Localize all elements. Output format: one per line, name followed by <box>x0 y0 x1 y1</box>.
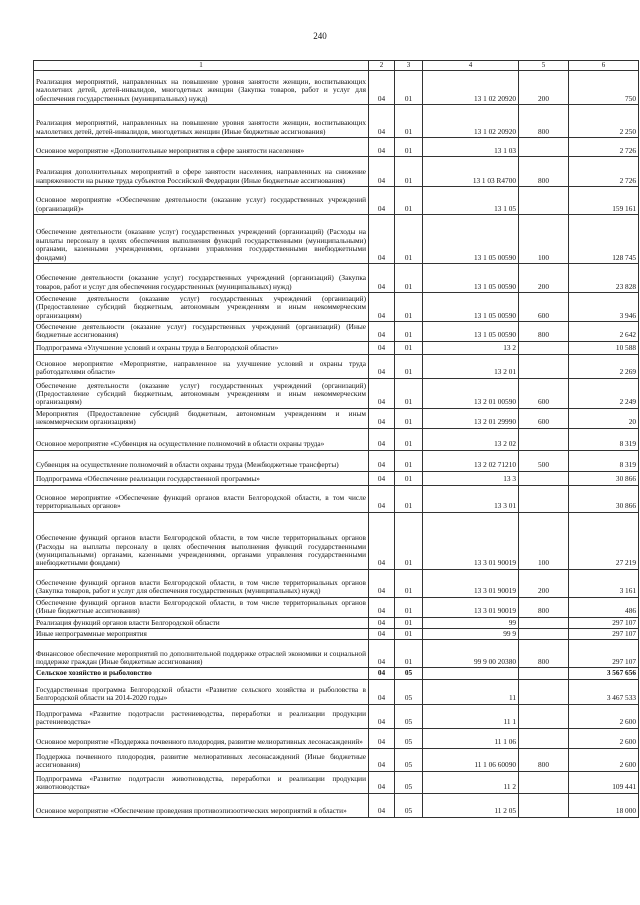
cell-name: Обеспечение функций органов власти Белгородской области, в том числе территориальных органов (Закупка товаров, работ и услуг для обеспечения государственных (муниципальных) нужд) <box>34 569 369 597</box>
cell-name: Основное мероприятие «Поддержка почвенного плодородия, развитие мелиоративных лесонасаждений» <box>34 728 369 748</box>
cell-sum: 2 726 <box>569 138 639 157</box>
cell-vr: 200 <box>519 569 569 597</box>
cell-pr: 01 <box>395 157 423 187</box>
cell-rz: 04 <box>369 264 395 293</box>
cell-csr: 11 1 06 60090 <box>423 748 519 771</box>
cell-vr <box>519 471 569 485</box>
cell-csr: 13 3 <box>423 471 519 485</box>
cell-name: Основное мероприятие «Обеспечение проведения противоэпизоотических мероприятий в области» <box>34 793 369 817</box>
cell-name: Основное мероприятие «Мероприятие, направленное на улучшение условий и охраны труда работодателями области» <box>34 354 369 378</box>
cell-rz: 04 <box>369 771 395 793</box>
cell-pr: 01 <box>395 187 423 215</box>
cell-rz: 04 <box>369 704 395 728</box>
cell-vr <box>519 341 569 354</box>
cell-sum: 18 000 <box>569 793 639 817</box>
table-row <box>34 679 639 704</box>
cell-pr: 01 <box>395 293 423 322</box>
cell-pr: 05 <box>395 679 423 704</box>
table-row <box>34 341 639 354</box>
table-body <box>34 61 639 818</box>
cell-csr: 13 1 05 00590 <box>423 215 519 264</box>
cell-name: Реализация функций органов власти Белгородской области <box>34 617 369 628</box>
cell-csr: 13 1 03 <box>423 138 519 157</box>
cell-sum: 3 467 533 <box>569 679 639 704</box>
header-cell: 6 <box>569 61 639 71</box>
cell-sum: 2 269 <box>569 354 639 378</box>
cell-name: Реализация дополнительных мероприятий в сфере занятости населения, направленных на снижение напряженности на рынке труда субъектов Российской Федерации (Иные бюджетные ассигнования) <box>34 157 369 187</box>
cell-csr: 13 3 01 <box>423 485 519 512</box>
table-row <box>34 704 639 728</box>
cell-csr: 13 2 <box>423 341 519 354</box>
cell-name: Государственная программа Белгородской области «Развитие сельского хозяйства и рыболовства в Белгородской области на 2014-2020 годы» <box>34 679 369 704</box>
cell-csr: 13 1 05 <box>423 187 519 215</box>
table-row <box>34 378 639 408</box>
cell-rz: 04 <box>369 450 395 471</box>
cell-sum: 486 <box>569 597 639 617</box>
header-row <box>34 61 639 71</box>
cell-vr <box>519 668 569 679</box>
cell-csr: 13 1 05 00590 <box>423 322 519 342</box>
cell-sum: 8 319 <box>569 428 639 450</box>
cell-rz: 04 <box>369 408 395 428</box>
cell-name: Поддержка почвенного плодородия, развитие мелиоративных лесонасаждений (Иные бюджетные ассигнования) <box>34 748 369 771</box>
cell-rz: 04 <box>369 569 395 597</box>
cell-sum: 20 <box>569 408 639 428</box>
cell-name: Мероприятия (Предоставление субсидий бюджетным, автономным учреждениям и иным некоммерческим организациям) <box>34 408 369 428</box>
cell-sum: 297 107 <box>569 617 639 628</box>
table-row <box>34 408 639 428</box>
table-row <box>34 668 639 679</box>
cell-csr <box>423 668 519 679</box>
table-row <box>34 640 639 668</box>
cell-sum: 27 219 <box>569 512 639 569</box>
table-row <box>34 293 639 322</box>
cell-csr: 99 9 <box>423 629 519 640</box>
cell-rz: 04 <box>369 354 395 378</box>
table-row <box>34 450 639 471</box>
cell-sum: 2 250 <box>569 105 639 138</box>
table-row <box>34 187 639 215</box>
cell-pr: 05 <box>395 668 423 679</box>
cell-name: Обеспечение деятельности (оказание услуг) государственных учреждений (организаций) (Закупка товаров, работ и услуг для обеспечения государственных (муниципальных) нужд) <box>34 264 369 293</box>
cell-name: Обеспечение деятельности (оказание услуг) государственных учреждений (организаций) (Предоставление субсидий бюджетным, автономным учреждениям и иным некоммерческим организациям) <box>34 378 369 408</box>
cell-csr: 11 1 06 <box>423 728 519 748</box>
cell-name: Основное мероприятие «Дополнительные мероприятия в сфере занятости населения» <box>34 138 369 157</box>
cell-vr <box>519 679 569 704</box>
cell-rz: 04 <box>369 728 395 748</box>
cell-vr: 100 <box>519 512 569 569</box>
cell-vr <box>519 728 569 748</box>
cell-sum: 30 866 <box>569 485 639 512</box>
cell-rz: 04 <box>369 187 395 215</box>
cell-pr: 01 <box>395 105 423 138</box>
cell-rz: 04 <box>369 378 395 408</box>
cell-sum: 23 828 <box>569 264 639 293</box>
cell-sum: 297 107 <box>569 629 639 640</box>
cell-rz: 04 <box>369 629 395 640</box>
cell-rz: 04 <box>369 215 395 264</box>
cell-rz: 04 <box>369 293 395 322</box>
cell-csr: 13 2 02 <box>423 428 519 450</box>
cell-rz: 04 <box>369 428 395 450</box>
cell-rz: 04 <box>369 471 395 485</box>
cell-vr <box>519 771 569 793</box>
cell-csr: 13 2 01 00590 <box>423 378 519 408</box>
cell-rz: 04 <box>369 617 395 628</box>
cell-csr: 13 1 03 R4700 <box>423 157 519 187</box>
cell-sum: 2 600 <box>569 704 639 728</box>
cell-pr: 01 <box>395 354 423 378</box>
cell-pr: 05 <box>395 793 423 817</box>
cell-csr: 13 2 01 29990 <box>423 408 519 428</box>
cell-csr: 13 3 01 90019 <box>423 512 519 569</box>
cell-pr: 01 <box>395 450 423 471</box>
cell-csr: 99 9 00 20380 <box>423 640 519 668</box>
cell-name: Реализация мероприятий, направленных на повышение уровня занятости женщин, воспитывающих малолетних детей, детей-инвалидов, многодетных женщин (Закупка товаров, работ и услуг для обеспечения государственных (муниципальных) нужд) <box>34 71 369 105</box>
cell-vr <box>519 428 569 450</box>
cell-vr <box>519 138 569 157</box>
cell-vr <box>519 704 569 728</box>
cell-csr: 13 1 05 00590 <box>423 264 519 293</box>
cell-name: Подпрограмма «Улучшение условий и охраны труда в Белгородской области» <box>34 341 369 354</box>
header-cell: 5 <box>519 61 569 71</box>
cell-vr: 600 <box>519 293 569 322</box>
cell-vr: 800 <box>519 322 569 342</box>
cell-rz: 04 <box>369 341 395 354</box>
table-row <box>34 748 639 771</box>
cell-pr: 01 <box>395 597 423 617</box>
cell-sum: 10 588 <box>569 341 639 354</box>
cell-rz: 04 <box>369 597 395 617</box>
cell-pr: 05 <box>395 704 423 728</box>
cell-pr: 05 <box>395 728 423 748</box>
cell-name: Обеспечение деятельности (оказание услуг) государственных учреждений (организаций) (Иные бюджетные ассигнования) <box>34 322 369 342</box>
cell-vr <box>519 485 569 512</box>
table-row <box>34 597 639 617</box>
cell-sum: 2 600 <box>569 748 639 771</box>
cell-sum: 8 319 <box>569 450 639 471</box>
cell-vr: 800 <box>519 597 569 617</box>
cell-name: Реализация мероприятий, направленных на повышение уровня занятости женщин, воспитывающих малолетних детей, детей-инвалидов, многодетных женщин (Иные бюджетные ассигнования) <box>34 105 369 138</box>
cell-vr: 600 <box>519 378 569 408</box>
cell-name: Основное мероприятие «Обеспечение функций органов власти Белгородской области, в том числе территориальных органов» <box>34 485 369 512</box>
table-row <box>34 629 639 640</box>
cell-rz: 04 <box>369 793 395 817</box>
cell-rz: 04 <box>369 679 395 704</box>
cell-pr: 01 <box>395 341 423 354</box>
cell-name: Обеспечение деятельности (оказание услуг) государственных учреждений (организаций) (Расходы на выплаты персоналу в целях обеспечения выполнения функций государственными (муниципальными) органами, казенными учреждениями, органами управления государственными внебюджетными фондами) <box>34 215 369 264</box>
cell-rz: 04 <box>369 157 395 187</box>
cell-vr: 500 <box>519 450 569 471</box>
cell-name: Основное мероприятие «Субвенция на осуществление полномочий в области охраны труда» <box>34 428 369 450</box>
cell-csr: 13 2 02 71210 <box>423 450 519 471</box>
cell-sum: 297 107 <box>569 640 639 668</box>
cell-pr: 01 <box>395 629 423 640</box>
cell-vr <box>519 617 569 628</box>
table-row <box>34 322 639 342</box>
table-row <box>34 215 639 264</box>
table-row <box>34 728 639 748</box>
cell-name: Финансовое обеспечение мероприятий по дополнительной поддержке отраслей экономики и социальной поддержке граждан (Иные бюджетные ассигнования) <box>34 640 369 668</box>
cell-rz: 04 <box>369 640 395 668</box>
cell-pr: 01 <box>395 569 423 597</box>
table-row <box>34 264 639 293</box>
cell-vr: 100 <box>519 215 569 264</box>
cell-sum: 2 249 <box>569 378 639 408</box>
table-row <box>34 138 639 157</box>
header-cell: 1 <box>34 61 369 71</box>
cell-pr: 01 <box>395 322 423 342</box>
cell-vr: 800 <box>519 157 569 187</box>
cell-pr: 01 <box>395 378 423 408</box>
cell-sum: 3 946 <box>569 293 639 322</box>
cell-csr: 13 3 01 90019 <box>423 597 519 617</box>
cell-rz: 04 <box>369 105 395 138</box>
cell-sum: 2 642 <box>569 322 639 342</box>
cell-pr: 05 <box>395 771 423 793</box>
table-row <box>34 485 639 512</box>
cell-rz: 04 <box>369 748 395 771</box>
cell-sum: 2 726 <box>569 157 639 187</box>
header-cell: 2 <box>369 61 395 71</box>
cell-csr: 11 2 <box>423 771 519 793</box>
table-row <box>34 617 639 628</box>
header-cell: 4 <box>423 61 519 71</box>
cell-vr <box>519 354 569 378</box>
cell-name: Подпрограмма «Развитие подотрасли животноводства, переработки и реализации продукции животноводства» <box>34 771 369 793</box>
cell-name: Подпрограмма «Развитие подотрасли растениеводства, переработки и реализации продукции растениеводства» <box>34 704 369 728</box>
cell-vr: 800 <box>519 748 569 771</box>
cell-rz: 04 <box>369 485 395 512</box>
cell-csr: 13 3 01 90019 <box>423 569 519 597</box>
table-row <box>34 428 639 450</box>
cell-pr: 01 <box>395 485 423 512</box>
table-row <box>34 793 639 817</box>
cell-vr: 200 <box>519 71 569 105</box>
page-number: 240 <box>313 31 327 41</box>
cell-sum: 30 866 <box>569 471 639 485</box>
cell-sum: 3 161 <box>569 569 639 597</box>
cell-vr: 800 <box>519 105 569 138</box>
cell-vr <box>519 793 569 817</box>
cell-name: Обеспечение функций органов власти Белгородской области, в том числе территориальных органов (Иные бюджетные ассигнования) <box>34 597 369 617</box>
cell-csr: 11 <box>423 679 519 704</box>
table-row <box>34 569 639 597</box>
cell-rz: 04 <box>369 512 395 569</box>
cell-vr <box>519 187 569 215</box>
cell-rz: 04 <box>369 668 395 679</box>
cell-sum: 2 600 <box>569 728 639 748</box>
cell-csr: 13 1 02 20920 <box>423 105 519 138</box>
cell-pr: 05 <box>395 748 423 771</box>
cell-csr: 11 1 <box>423 704 519 728</box>
table-row <box>34 512 639 569</box>
budget-table <box>33 60 639 818</box>
cell-sum: 128 745 <box>569 215 639 264</box>
cell-sum: 109 441 <box>569 771 639 793</box>
table-row <box>34 471 639 485</box>
cell-name: Субвенция на осуществление полномочий в области охраны труда (Межбюджетные трансферты) <box>34 450 369 471</box>
cell-sum: 750 <box>569 71 639 105</box>
cell-name: Подпрограмма «Обеспечение реализации государственной программы» <box>34 471 369 485</box>
cell-csr: 11 2 05 <box>423 793 519 817</box>
cell-pr: 01 <box>395 408 423 428</box>
cell-csr: 13 1 02 20920 <box>423 71 519 105</box>
table-row <box>34 354 639 378</box>
cell-csr: 99 <box>423 617 519 628</box>
cell-vr <box>519 629 569 640</box>
cell-vr: 600 <box>519 408 569 428</box>
cell-rz: 04 <box>369 71 395 105</box>
cell-pr: 01 <box>395 512 423 569</box>
table-row <box>34 105 639 138</box>
cell-pr: 01 <box>395 640 423 668</box>
cell-name: Обеспечение деятельности (оказание услуг) государственных учреждений (организаций) (Предоставление субсидий бюджетным, автономным учреждениям и иным некоммерческим организациям) <box>34 293 369 322</box>
cell-pr: 01 <box>395 471 423 485</box>
cell-sum: 3 567 656 <box>569 668 639 679</box>
cell-csr: 13 1 05 00590 <box>423 293 519 322</box>
cell-rz: 04 <box>369 322 395 342</box>
cell-sum: 159 161 <box>569 187 639 215</box>
table-row <box>34 71 639 105</box>
cell-pr: 01 <box>395 138 423 157</box>
cell-name: Обеспечение функций органов власти Белгородской области, в том числе территориальных органов (Расходы на выплаты персоналу в целях обеспечения выполнения функций государственными (муниципальными) органами, казенными учреждениями, органами управления государственными внебюджетными фондами) <box>34 512 369 569</box>
cell-pr: 01 <box>395 428 423 450</box>
cell-pr: 01 <box>395 71 423 105</box>
cell-vr: 200 <box>519 264 569 293</box>
cell-name: Иные непрограммные мероприятия <box>34 629 369 640</box>
table-row <box>34 771 639 793</box>
table-row <box>34 157 639 187</box>
cell-name: Сельское хозяйство и рыболовство <box>34 668 369 679</box>
cell-csr: 13 2 01 <box>423 354 519 378</box>
cell-vr: 800 <box>519 640 569 668</box>
cell-pr: 01 <box>395 264 423 293</box>
cell-name: Основное мероприятие «Обеспечение деятельности (оказание услуг) государственных учреждений (организаций)» <box>34 187 369 215</box>
cell-pr: 01 <box>395 617 423 628</box>
cell-rz: 04 <box>369 138 395 157</box>
header-cell: 3 <box>395 61 423 71</box>
cell-pr: 01 <box>395 215 423 264</box>
